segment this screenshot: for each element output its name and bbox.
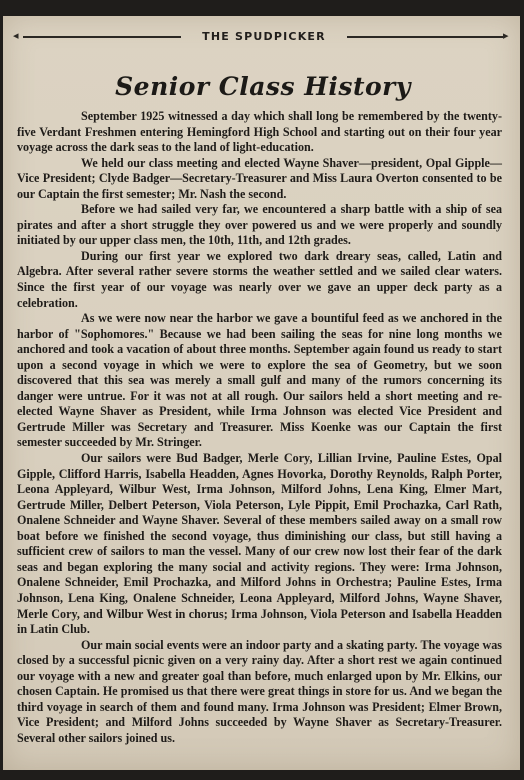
paragraph: Before we had sailed very far, we encountered a sharp battle with a ship of sea pirates and after a short struggle they over powered us and we were properly and soundly initiated by our upper class men, the 10th, 11th, and 12th grades. xyxy=(17,202,502,248)
page-heading: Senior Class History xyxy=(115,72,411,101)
paragraph: We held our class meeting and elected Wayne Shaver—president, Opal Gipple—Vice President; Clyde Badger—Secretary-Treasurer and Miss Laura Overton consented to be our Captain the first semester; Mr. Nash the second. xyxy=(17,155,502,201)
article-body xyxy=(17,109,502,746)
paragraph: During our first year we explored two dark dreary seas, called, Latin and Algebra. After several rather severe storms the weather settled and we sailed clear waters. Since the first year of our voyage was nearly over we gave an upper deck party as a celebration. xyxy=(17,248,502,310)
paragraph: September 1925 witnessed a day which shall long be remembered by the twenty-five Verdant Freshmen entering Hemingford High School and starting out on their four year voyage across the dark seas to the land of light-education. xyxy=(17,109,502,155)
paragraph: As we were now near the harbor we gave a bountiful feed as we anchored in the harbor of "Sophomores." Because we had been sailing the seas for nine long months we anchored and took a vacation of about three months. September again found us ready to start upon a second voyage in which we were to explore the sea of Geometry, but we soon discovered that this sea was merely a small gulf and many of the rumors concerning its danger were untrue. For it was not at all rough. Our sailors held a short meeting and re-elected Wayne Shaver as President, while Irma Johnson was elected Vice President and Gertrude Miller was Secretary and Treasurer. Miss Koenke was our Captain the first semester succeeded by Mr. Stringer. xyxy=(17,311,502,450)
masthead-right-rule xyxy=(347,36,503,38)
document-page xyxy=(3,16,520,770)
masthead-left-ornament: ◂ xyxy=(13,29,19,42)
masthead-left-rule xyxy=(23,36,181,38)
masthead-title: THE SPUDPICKER xyxy=(202,30,326,43)
masthead xyxy=(13,28,511,46)
paragraph: Our sailors were Bud Badger, Merle Cory, Lillian Irvine, Pauline Estes, Opal Gipple, Clifford Harris, Isabella Headden, Agnes Hovorka, Dorothy Reynolds, Ralph Porter, Leona Appleyard, Wilbur West, Irma Johnson, Milford Johns, Lena King, Elmer Mart, Gertrude Miller, Delbert Peterson, Viola Peterson, Lyle Pippit, Emil Prochazka, Carl Rath, Onalene Schneider and Wayne Shaver. Several of these members sailed away on a small row boat before we finished the second voyage, thus diminishing our class, but still having a sufficient crew of sailors to man the vessel. Many of our crew now lost their fear of the dark seas and began exploring the many social and activity regions. They were: Irma Johnson, Onalene Schneider, Emil Prochazka, and Milford Johns in Orchestra; Pauline Estes, Irma Johnson, Lena King, Onalene Schneider, Leona Appleyard, Milford Johns, Wayne Shaver, Merle Cory, and Wilbur West in chorus; Irma Johnson, Viola Peterson and Isabella Headden in Latin Club. xyxy=(17,451,502,637)
paragraph: Our main social events were an indoor party and a skating party. The voyage was closed by a successful picnic given on a very rainy day. After a short rest we again continued our voyage with a new and greater goal than before, much enlarged upon by Mr. Elkins, our chosen Captain. He promised us that there were great things in store for us. And we began the third voyage in search of them and found many. Irma Johnson was President; Elmer Brown, Vice President; and Milford Johns succeeded by Wayne Shaver as Secretary-Treasurer. Several other sailors joined us. xyxy=(17,637,502,745)
masthead-right-ornament: ▸ xyxy=(503,29,509,42)
